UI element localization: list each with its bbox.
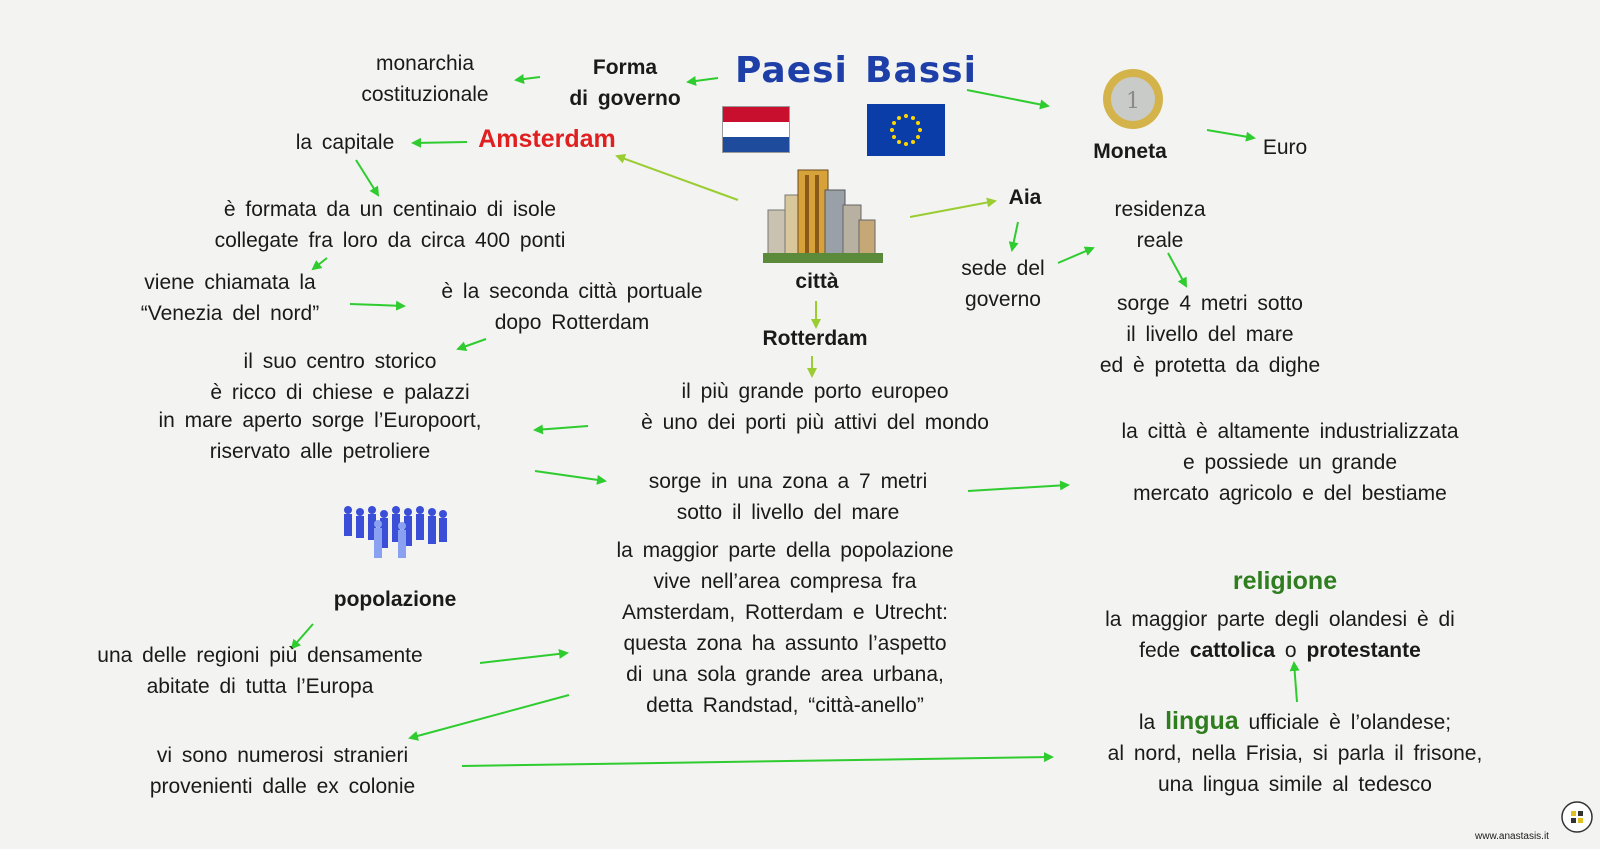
euro-text: Euro — [1262, 136, 1308, 159]
centro-storico-text — [180, 346, 500, 408]
amsterdam-label: Amsterdam — [478, 125, 616, 153]
regioni-densamente-text — [40, 640, 480, 702]
sorge4-line2: il livello del mare — [1126, 323, 1294, 346]
lingua-post: ufficiale è l’olandese; — [1238, 711, 1452, 734]
title-paesi: Paesi — [735, 50, 848, 91]
stranieri-line2: provenienti dalle ex colonie — [149, 775, 416, 798]
forma-di-governo-label — [540, 52, 710, 114]
sede-line2: governo — [965, 288, 1041, 311]
industrializzata-text — [1060, 416, 1520, 509]
residenza-line1: residenza — [1114, 198, 1206, 221]
moneta-label: Moneta — [1093, 140, 1167, 163]
centro-line1: il suo centro storico — [243, 350, 437, 373]
maggior-line4: questa zona ha assunto l’aspetto — [623, 632, 947, 655]
monarchia-costituzionale-text — [335, 48, 515, 110]
venezia-line1: viene chiamata la — [144, 271, 316, 294]
religione-line2-mid: o — [1275, 639, 1307, 662]
lingua-line1 — [1045, 706, 1545, 738]
la-capitale-text: la capitale — [295, 131, 395, 154]
lingua-label: lingua — [1165, 707, 1239, 735]
sede-line1: sede del — [961, 257, 1045, 280]
stranieri-text — [110, 740, 455, 802]
svg-text:1: 1 — [1126, 89, 1140, 114]
isole-line1: è formata da un centinaio di isole — [223, 198, 557, 221]
stranieri-line1: vi sono numerosi stranieri — [156, 744, 409, 767]
regioni-line1: una delle regioni più densamente — [97, 644, 423, 667]
lingua-line2: al nord, nella Frisia, si parla il frisone, — [1107, 742, 1483, 765]
europoort-line2: riservato alle petroliere — [209, 440, 431, 463]
maggior-line1: la maggior parte della popolazione — [616, 539, 954, 562]
maggior-line3: Amsterdam, Rotterdam e Utrecht: — [622, 601, 948, 624]
regioni-line2: abitate di tutta l’Europa — [146, 675, 374, 698]
centro-line2: è ricco di chiese e palazzi — [210, 381, 470, 404]
maggior-line2: vive nell’area compresa fra — [653, 570, 917, 593]
industria-line1: la città è altamente industrializzata — [1121, 420, 1459, 443]
venezia-line2: “Venezia del nord” — [140, 302, 320, 325]
sorge4-line1: sorge 4 metri sotto — [1117, 292, 1303, 315]
porto-europeo-text — [580, 376, 1050, 438]
zona-line2: sotto il livello del mare — [676, 501, 900, 524]
residenza-line2: reale — [1136, 229, 1184, 252]
religione-line2-pre: fede — [1139, 639, 1190, 662]
europoort-text — [100, 405, 540, 467]
title-bassi: Bassi — [865, 50, 977, 91]
portuale-line1: è la seconda città portuale — [441, 280, 703, 303]
monarchia-line1: monarchia — [375, 52, 475, 75]
monarchia-line2: costituzionale — [361, 83, 489, 106]
popolazione-label: popolazione — [333, 588, 457, 611]
porto-line2: è uno dei porti più attivi del mondo — [641, 411, 989, 434]
aia-label: Aia — [1008, 186, 1042, 209]
residenza-reale-text — [1095, 194, 1225, 256]
sorge4-line3: ed è protetta da dighe — [1099, 354, 1321, 377]
citta-label: città — [795, 270, 839, 293]
sede-del-governo-text — [948, 253, 1058, 315]
europoort-line1: in mare aperto sorge l’Europoort, — [158, 409, 482, 432]
isole-text — [160, 194, 620, 256]
maggior-line6: detta Randstad, “città-anello” — [646, 694, 924, 717]
zona-line1: sorge in una zona a 7 metri — [648, 470, 928, 493]
supermappe-logo-icon — [1560, 800, 1594, 834]
sorge-4-metri-text — [1060, 288, 1360, 381]
porto-line1: il più grande porto europeo — [681, 380, 949, 403]
lingua-line3: una lingua simile al tedesco — [1158, 773, 1432, 796]
isole-line2: collegate fra loro da circa 400 ponti — [214, 229, 566, 252]
venezia-del-nord-text — [110, 267, 350, 329]
watermark-url: www.anastasis.it — [1475, 831, 1549, 842]
randstad-text — [560, 535, 1010, 721]
religione-line1: la maggior parte degli olandesi è di — [1105, 608, 1455, 631]
religione-label: religione — [1232, 567, 1338, 595]
portuale-line2: dopo Rotterdam — [494, 311, 650, 334]
zona-7-metri-text — [608, 466, 968, 528]
lingua-text — [1045, 706, 1545, 800]
forma-di-governo-line2: di governo — [569, 87, 681, 110]
industria-line3: mercato agricolo e del bestiame — [1133, 482, 1447, 505]
forma-di-governo-line1: Forma — [592, 56, 658, 79]
religione-text — [1050, 604, 1510, 666]
industria-line2: e possiede un grande — [1183, 451, 1397, 474]
religione-line2 — [1050, 635, 1510, 666]
seconda-citta-portuale-text — [398, 276, 746, 338]
lingua-pre: la — [1138, 711, 1166, 734]
maggior-line5: di una sola grande area urbana, — [626, 663, 944, 686]
rotterdam-label: Rotterdam — [762, 327, 868, 350]
cattolica-text: cattolica — [1189, 639, 1276, 662]
protestante-text: protestante — [1306, 639, 1421, 662]
